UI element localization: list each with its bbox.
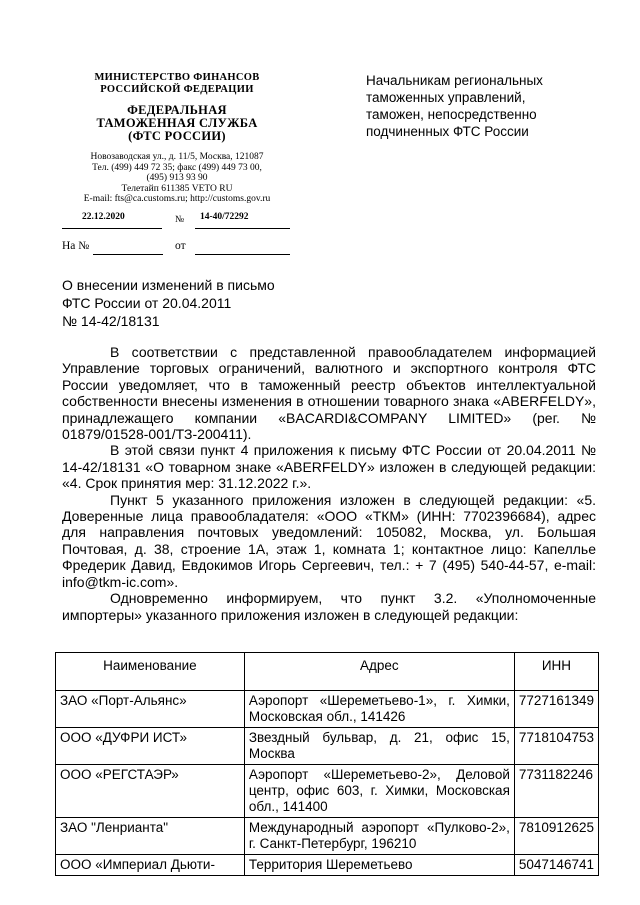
table-row	[56, 691, 599, 728]
importer-name: ООО «ДУФРИ ИСТ»	[56, 728, 245, 765]
recipient-line-3: таможен, непосредственно	[366, 107, 537, 122]
address-line-5: E-mail: fts@ca.customs.ru; http://customs.gov.ru	[83, 194, 271, 204]
importer-address: Международный аэропорт «Пулково-2», г. Санкт-Петербург, 196210	[244, 818, 514, 855]
ministry-line-1: МИНИСТЕРСТВО ФИНАНСОВ	[94, 72, 260, 83]
header-address: Адрес	[244, 653, 514, 691]
table-header-row	[56, 653, 599, 691]
importers-table	[55, 652, 599, 876]
importer-name: ООО «Империал Дьюти-	[56, 855, 245, 876]
importer-inn: 7731182246	[514, 765, 598, 818]
sender-address	[62, 152, 292, 205]
recipient-line-2: таможенных управлений,	[366, 90, 526, 105]
sender-block	[62, 72, 292, 205]
importer-address: Территория Шереметьево	[244, 855, 514, 876]
address-line-4: Телетайп 611385 VETO RU	[121, 183, 233, 194]
importer-address: Аэропорт «Шереметьево-1», г. Химки, Московская обл., 141426	[244, 691, 514, 728]
service-name	[62, 104, 292, 143]
body-paragraph-1: В соответствии с представленной правообладателем информацией Управление торговых ограничений, валютного и экспортного контроля ФТС России уведомляет, что в таможенный реестр объектов интеллектуальной собственности внесены изменения в отношении товарного знака «ABERFELDY», принадлежащего компании «BACARDI&COMPANY LIMITED» (рег. № 01879/01528-001/ТЗ-200411).	[62, 344, 596, 443]
number-underline	[195, 228, 290, 229]
registration-number: 14-40/72292	[200, 212, 249, 222]
importer-inn: 7810912625	[514, 818, 598, 855]
header-name: Наименование	[56, 653, 245, 691]
importer-name: ООО «РЕГСТАЭР»	[56, 765, 245, 818]
subject-line-1: О внесении изменений в письмо	[62, 277, 275, 293]
importer-name: ЗАО "Ленрианта"	[56, 818, 245, 855]
importer-inn: 5047146741	[514, 855, 598, 876]
body-paragraph-3: Пункт 5 указанного приложения изложен в следующей редакции: «5. Доверенные лица правообладателя: «ООО «ТКМ» (ИНН: 7702396684), адрес для направления почтовых уведомлений: 105082, Москва, ул. Большая Почтовая, д. 38, строение 1А, этаж 1, комната 1; контактное лицо: Капеллье Фредерик Давид, Евдокимов Игорь Сергеевич, тел.: + 7 (495) 540-44-57, e-mail: info@tkm-ic.com».	[62, 491, 596, 590]
header-inn: ИНН	[514, 653, 598, 691]
letter-body	[62, 344, 596, 623]
recipient-line-1: Начальникам региональных	[366, 73, 543, 88]
body-paragraph-2: В этой связи пункт 4 приложения к письму ФТС России от 20.04.2011 № 14-42/18131 «О товарном знаке «ABERFELDY» изложен в следующей редакции: «4. Срок принятия мер: 31.12.2022 г.».	[62, 442, 596, 492]
importer-address: Звездный бульвар, д. 21, офис 15, Москва	[244, 728, 514, 765]
table-row	[56, 765, 599, 818]
table-row	[56, 728, 599, 765]
registration-date: 22.12.2020	[82, 212, 125, 222]
ministry-name	[62, 72, 292, 96]
subject-line-3: № 14-42/18131	[62, 313, 160, 329]
ministry-line-2: РОССИЙСКОЙ ФЕДЕРАЦИИ	[100, 84, 254, 95]
reference-from: от	[175, 240, 186, 252]
importer-name: ЗАО «Порт-Альянс»	[56, 691, 245, 728]
subject-block	[62, 276, 275, 330]
body-paragraph-4: Одновременно информируем, что пункт 3.2. «Уполномоченные импортеры» указанного приложения изложен в следующей редакции:	[62, 590, 596, 623]
table-row	[56, 818, 599, 855]
service-line-3: (ФТС РОССИИ)	[128, 129, 226, 143]
address-line-1: Новозаводская ул., д. 11/5, Москва, 121087	[90, 152, 264, 162]
address-line-3: (495) 913 93 90	[146, 173, 208, 183]
importer-inn: 7718104753	[514, 728, 598, 765]
service-line-1: ФЕДЕРАЛЬНАЯ	[127, 103, 227, 117]
service-line-2: ТАМОЖЕННАЯ СЛУЖБА	[96, 116, 258, 130]
reference-number-underline	[93, 254, 163, 255]
subject-line-2: ФТС России от 20.04.2011	[62, 295, 232, 311]
table-row	[56, 855, 599, 876]
address-line-2: Тел. (499) 449 72 35; факс (499) 449 73 00,	[92, 162, 262, 173]
reference-date-underline	[195, 254, 290, 255]
number-sign: №	[175, 215, 185, 225]
importer-inn: 7727161349	[514, 691, 598, 728]
date-underline	[62, 228, 162, 229]
importer-address: Аэропорт «Шереметьево-2», Деловой центр, офис 603, г. Химки, Московская обл., 141400	[244, 765, 514, 818]
reference-prefix: На №	[62, 240, 90, 252]
recipient-block	[366, 72, 596, 140]
recipient-line-4: подчиненных ФТС России	[366, 124, 529, 139]
